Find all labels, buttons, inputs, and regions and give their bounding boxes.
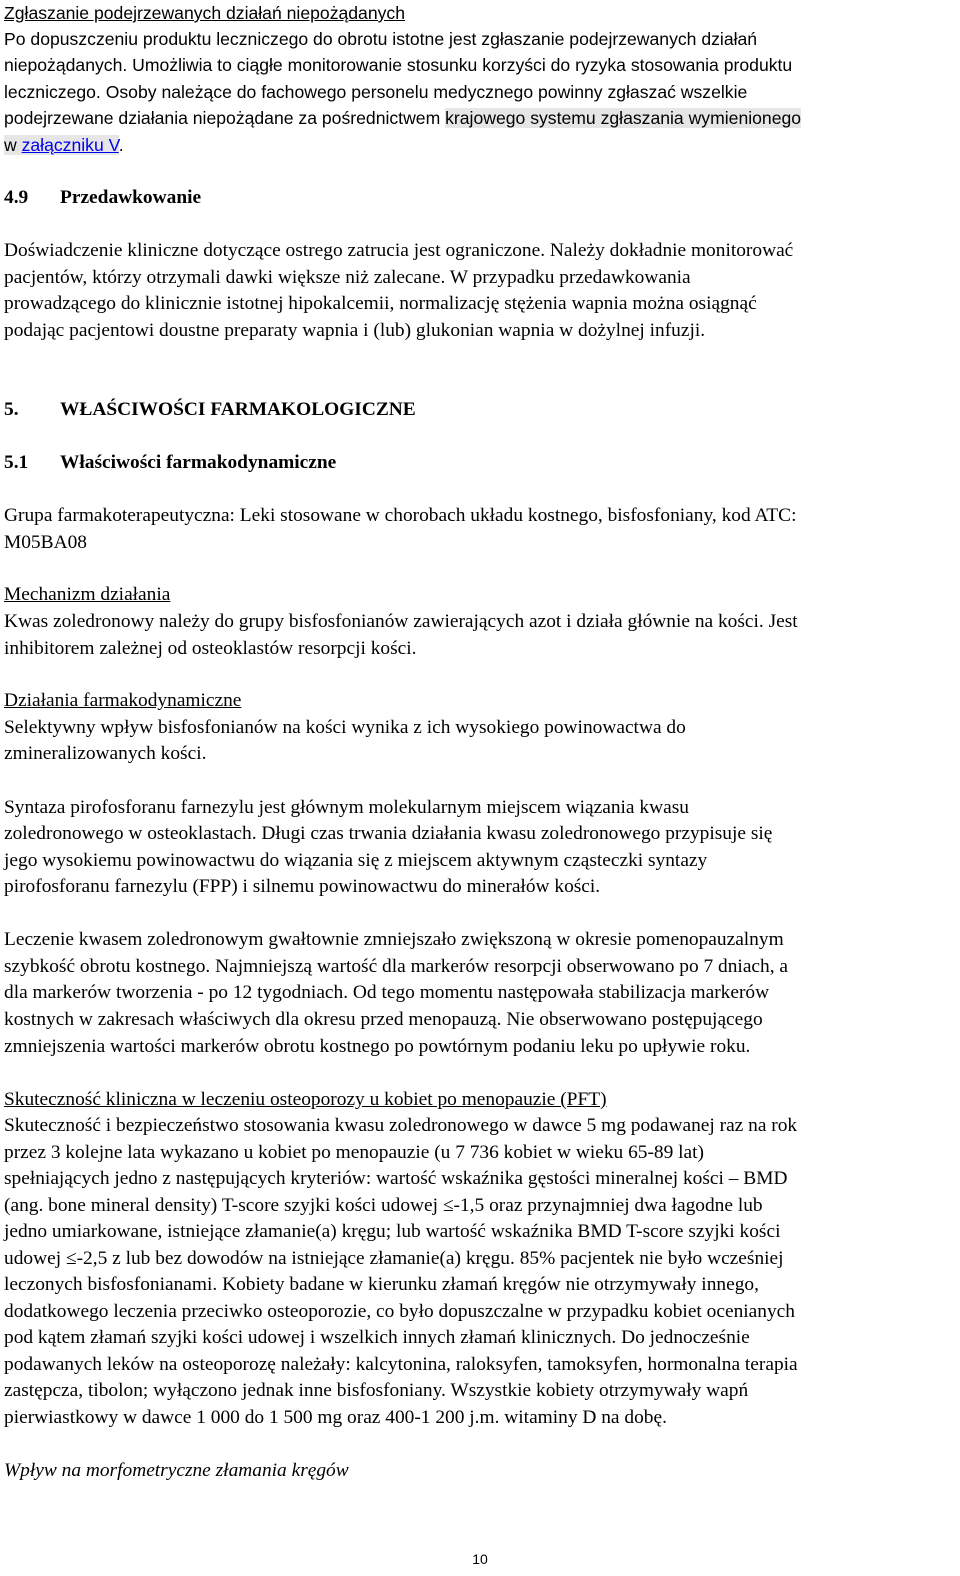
section-heading-pharmacological: [4, 397, 416, 423]
paragraph-line: jedno umiarkowane, istniejące złamanie(a) kręgu; lub wartość wskaźnika BMD T-score szyjki kości: [4, 1221, 781, 1242]
reporting-line: niepożądanych. Umożliwia to ciągłe monitorowanie stosunku korzyści do ryzyka stosowania produktu: [4, 55, 793, 75]
paragraph-line: pirofosforanu farnezylu (FPP) i silnemu powinowactwu do minerałów kości.: [4, 876, 601, 897]
paragraph-line: udowej ≤-2,5 z lub bez dowodów na istniejące złamanie(a) kręgu. 85% pacjentek nie było wcześniej: [4, 1248, 784, 1269]
reporting-line: leczniczego. Osoby należące do fachowego personelu medycznego powinny zgłaszać wszelkie: [4, 82, 748, 102]
subheading-pharmacodynamic-effects: Działania farmakodynamiczne: [4, 690, 242, 711]
reporting-text: w: [4, 135, 22, 155]
paragraph-line: spełniających jedno z następujących kryteriów: wartość wskaźnika gęstości mineralnej kości – BMD: [4, 1168, 788, 1189]
reporting-line: [4, 105, 801, 131]
section-number: 4.9: [4, 187, 29, 208]
paragraph-line: zastępcza, tibolon; wyłączono jednak inne bisfosfoniany. Wszystkie kobiety otrzymywały wapń: [4, 1380, 749, 1401]
paragraph-line: kostnych w zakresach właściwych dla okresu przed menopauzą. Nie obserwowano postępującego: [4, 1009, 763, 1030]
paragraph-line: zmineralizowanych kości.: [4, 743, 207, 764]
section-heading-pharmacodynamic: [4, 450, 336, 476]
paragraph-line: leczonych bisfosfonianami. Kobiety badane w kierunku złamań kręgów nie otrzymywały innego,: [4, 1274, 759, 1295]
paragraph-line: pierwiastkowy w dawce 1 000 do 1 500 mg oraz 400-1 200 j.m. witaminy D na dobę.: [4, 1407, 667, 1428]
section-heading-overdose: [4, 185, 201, 211]
paragraph-line: zmniejszenia wartości markerów obrotu kostnego po powtórnym podaniu leku po upływie roku.: [4, 1036, 751, 1057]
reporting-line: Po dopuszczeniu produktu leczniczego do obrotu istotne jest zgłaszanie podejrzewanych działań: [4, 29, 758, 49]
paragraph-line: pacjentów, którzy otrzymali dawki większe niż zalecane. W przypadku przedawkowania: [4, 267, 691, 288]
paragraph-line: Kwas zoledronowy należy do grupy bisfosfonianów zawierających azot i działa głównie na kości. Jest: [4, 611, 798, 632]
reporting-line: [4, 132, 124, 158]
paragraph-line: Skuteczność i bezpieczeństwo stosowania kwasu zoledronowego w dawce 5 mg podawanej raz na rok: [4, 1115, 798, 1136]
annex-v-link[interactable]: załączniku V: [21, 135, 119, 155]
paragraph-line: jego wysokiemu powinowactwu do wiązania się z miejscem aktywnym cząsteczki syntazy: [4, 850, 708, 871]
subheading-mechanism: Mechanizm działania: [4, 584, 171, 605]
paragraph-line: prowadzącego do klinicznie istotnej hipokalcemii, normalizację stężenia wapnia można osiągnąć: [4, 293, 757, 314]
reporting-highlight: krajowego systemu zgłaszania wymienionego: [445, 108, 802, 128]
paragraph-line: zoledronowego w osteoklastach. Długi czas trwania działania kwasu zoledronowego przypisuje się: [4, 823, 773, 844]
paragraph-line: pod kątem złamań szyjki kości udowej i wszelkich innych złamań klinicznych. Do jednocześnie: [4, 1327, 750, 1348]
reporting-text: podejrzewane działania niepożądane za pośrednictwem: [4, 108, 446, 128]
reporting-heading: Zgłaszanie podejrzewanych działań niepożądanych: [4, 3, 406, 23]
subheading-clinical-efficacy: Skuteczność kliniczna w leczeniu osteoporozy u kobiet po menopauzie (PFT): [4, 1089, 607, 1110]
paragraph-line: Leczenie kwasem zoledronowym gwałtownie zmniejszało zwiększoną w okresie pomenopauzalnym: [4, 929, 784, 950]
paragraph-line: dla markerów tworzenia - po 12 tygodniach. Od tego momentu następowała stabilizacja markerów: [4, 982, 770, 1003]
paragraph-line: Doświadczenie kliniczne dotyczące ostrego zatrucia jest ograniczone. Należy dokładnie monitorować: [4, 240, 794, 261]
paragraph-line: Syntaza pirofosforanu farnezylu jest głównym molekularnym miejscem wiązania kwasu: [4, 797, 689, 818]
paragraph-line: inhibitorem zależnej od osteoklastów resorpcji kości.: [4, 638, 417, 659]
paragraph-line: M05BA08: [4, 532, 87, 553]
paragraph-line: szybkość obrotu kostnego. Najmniejszą wartość dla markerów resorpcji obserwowano po 7 dniach, a: [4, 956, 789, 977]
section-number: 5.: [4, 399, 19, 420]
section-number: 5.1: [4, 452, 29, 473]
subheading-vertebral-fractures: Wpływ na morfometryczne złamania kręgów: [4, 1460, 349, 1481]
paragraph-line: podawanych leków na osteoporozę należały: kalcytonina, raloksyfen, tamoksyfen, hormonalna terapia: [4, 1354, 798, 1375]
section-title: Właściwości farmakodynamiczne: [60, 452, 337, 473]
reporting-text: .: [118, 135, 124, 155]
page-number: 10: [472, 1551, 488, 1567]
section-title: WŁAŚCIWOŚCI FARMAKOLOGICZNE: [60, 399, 416, 420]
paragraph-line: (ang. bone mineral density) T-score szyjki kości udowej ≤-1,5 oraz przynajmniej dwa łagodne lub: [4, 1195, 763, 1216]
paragraph-line: przez 3 kolejne lata wykazano u kobiet po menopauzie (u 7 736 kobiet w wieku 65-89 lat): [4, 1142, 704, 1163]
paragraph-line: Selektywny wpływ bisfosfonianów na kości wynika z ich wysokiego powinowactwa do: [4, 717, 686, 738]
paragraph-line: Grupa farmakoterapeutyczna: Leki stosowane w chorobach układu kostnego, bisfosfoniany, kod ATC:: [4, 505, 797, 526]
paragraph-line: podając pacjentowi doustne preparaty wapnia i (lub) glukonian wapnia w dożylnej infuzji.: [4, 320, 706, 341]
paragraph-line: dodatkowego leczenia przeciwko osteoporozie, co było dopuszczalne w przypadku kobiet ocenianych: [4, 1301, 795, 1322]
section-title: Przedawkowanie: [60, 187, 202, 208]
